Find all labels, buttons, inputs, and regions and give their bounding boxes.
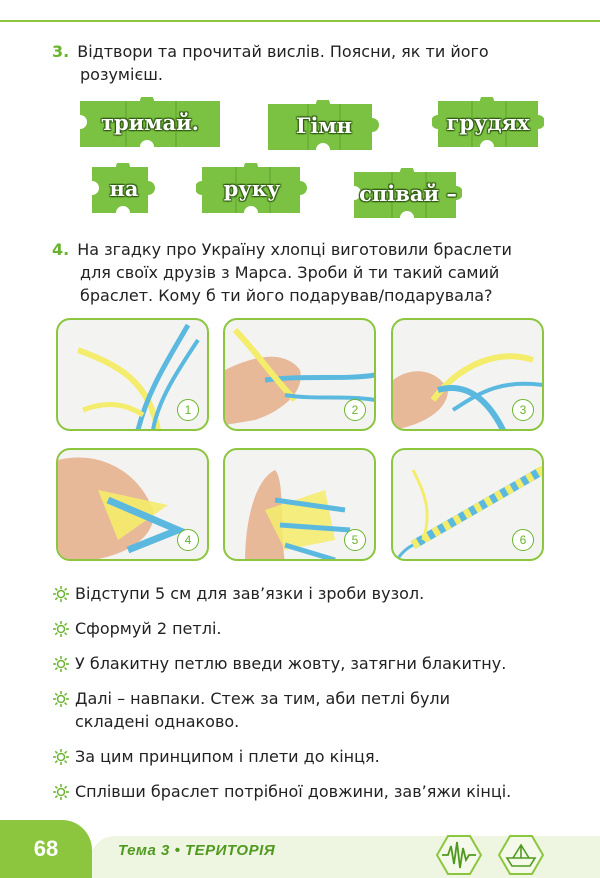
step-text-5: За цим принципом і плети до кінця. bbox=[75, 747, 380, 766]
puzzle-piece-5 bbox=[196, 163, 308, 213]
puzzle-word-1: тримай. bbox=[100, 109, 199, 135]
sun-bullet-icon bbox=[53, 656, 69, 672]
soundwave-icon bbox=[436, 834, 482, 876]
task-3-number: 3. bbox=[52, 42, 70, 61]
step-text-4: Далі – навпаки. Стеж за тим, аби петлі були bbox=[75, 689, 451, 708]
task-4-line-1: На згадку про Україну хлопці виготовили браслети bbox=[77, 240, 512, 259]
step-number-badge: 2 bbox=[344, 399, 366, 421]
puzzle-word-6: співай – bbox=[359, 180, 457, 206]
puzzle-word-5: руку bbox=[223, 175, 281, 201]
top-divider bbox=[0, 20, 600, 22]
step-number-badge: 6 bbox=[512, 529, 534, 551]
step-number-badge: 1 bbox=[177, 399, 199, 421]
theme-name: ТЕРИТОРІЯ bbox=[185, 842, 276, 859]
step-photo-2 bbox=[223, 318, 376, 431]
sun-bullet-icon bbox=[53, 784, 69, 800]
step-photo-1 bbox=[56, 318, 209, 431]
puzzle-word-4: на bbox=[109, 175, 139, 201]
task-3-line-2: розумієш. bbox=[80, 65, 163, 84]
puzzle-piece-1 bbox=[80, 97, 220, 147]
puzzle-piece-2 bbox=[268, 100, 380, 150]
puzzle-word-3: грудях bbox=[446, 109, 530, 135]
step-photo-4 bbox=[56, 448, 209, 561]
step-item-5 bbox=[75, 745, 555, 768]
step-text-4-continued: складені однаково. bbox=[75, 712, 240, 731]
step-text-6: Сплівши браслет потрібної довжини, зав’яжи кінці. bbox=[75, 782, 512, 801]
step-number-badge: 4 bbox=[177, 529, 199, 551]
theme-label: Тема 3 bbox=[118, 842, 170, 859]
task-3-line-1: Відтвори та прочитай вислів. Поясни, як ти його bbox=[77, 42, 489, 61]
step-item-4 bbox=[75, 687, 555, 733]
step-photo-5 bbox=[223, 448, 376, 561]
paper-boat-icon bbox=[498, 834, 544, 876]
theme-separator: • bbox=[174, 842, 181, 859]
theme-title bbox=[118, 842, 275, 859]
step-text-1: Відступи 5 см для зав’язки і зроби вузол. bbox=[75, 584, 425, 603]
task-4-line-2: для своїх друзів з Марса. Зроби й ти такий самий bbox=[80, 263, 500, 282]
puzzle-word-2: Гімн bbox=[295, 112, 353, 138]
sun-bullet-icon bbox=[53, 586, 69, 602]
sun-bullet-icon bbox=[53, 621, 69, 637]
sun-bullet-icon bbox=[53, 749, 69, 765]
puzzle-piece-4 bbox=[92, 163, 156, 213]
step-number-badge: 3 bbox=[512, 399, 534, 421]
task-4-instruction bbox=[52, 238, 582, 307]
page-number: 68 bbox=[0, 820, 92, 878]
step-text-2: Сформуй 2 петлі. bbox=[75, 619, 222, 638]
task-4-number: 4. bbox=[52, 240, 70, 259]
puzzle-piece-6 bbox=[354, 168, 462, 218]
step-number-badge: 5 bbox=[344, 529, 366, 551]
step-item-2 bbox=[75, 617, 555, 640]
step-photo-3 bbox=[391, 318, 544, 431]
task-3-instruction bbox=[52, 40, 572, 86]
puzzle-piece-3 bbox=[432, 97, 544, 147]
step-text-3: У блакитну петлю введи жовту, затягни блакитну. bbox=[75, 654, 507, 673]
task-4-line-3: браслет. Кому б ти його подарував/подарувала? bbox=[80, 286, 493, 305]
page-footer bbox=[0, 820, 600, 878]
step-photo-6 bbox=[391, 448, 544, 561]
step-item-6 bbox=[75, 780, 555, 803]
sun-bullet-icon bbox=[53, 691, 69, 707]
step-item-3 bbox=[75, 652, 555, 675]
step-item-1 bbox=[75, 582, 555, 605]
